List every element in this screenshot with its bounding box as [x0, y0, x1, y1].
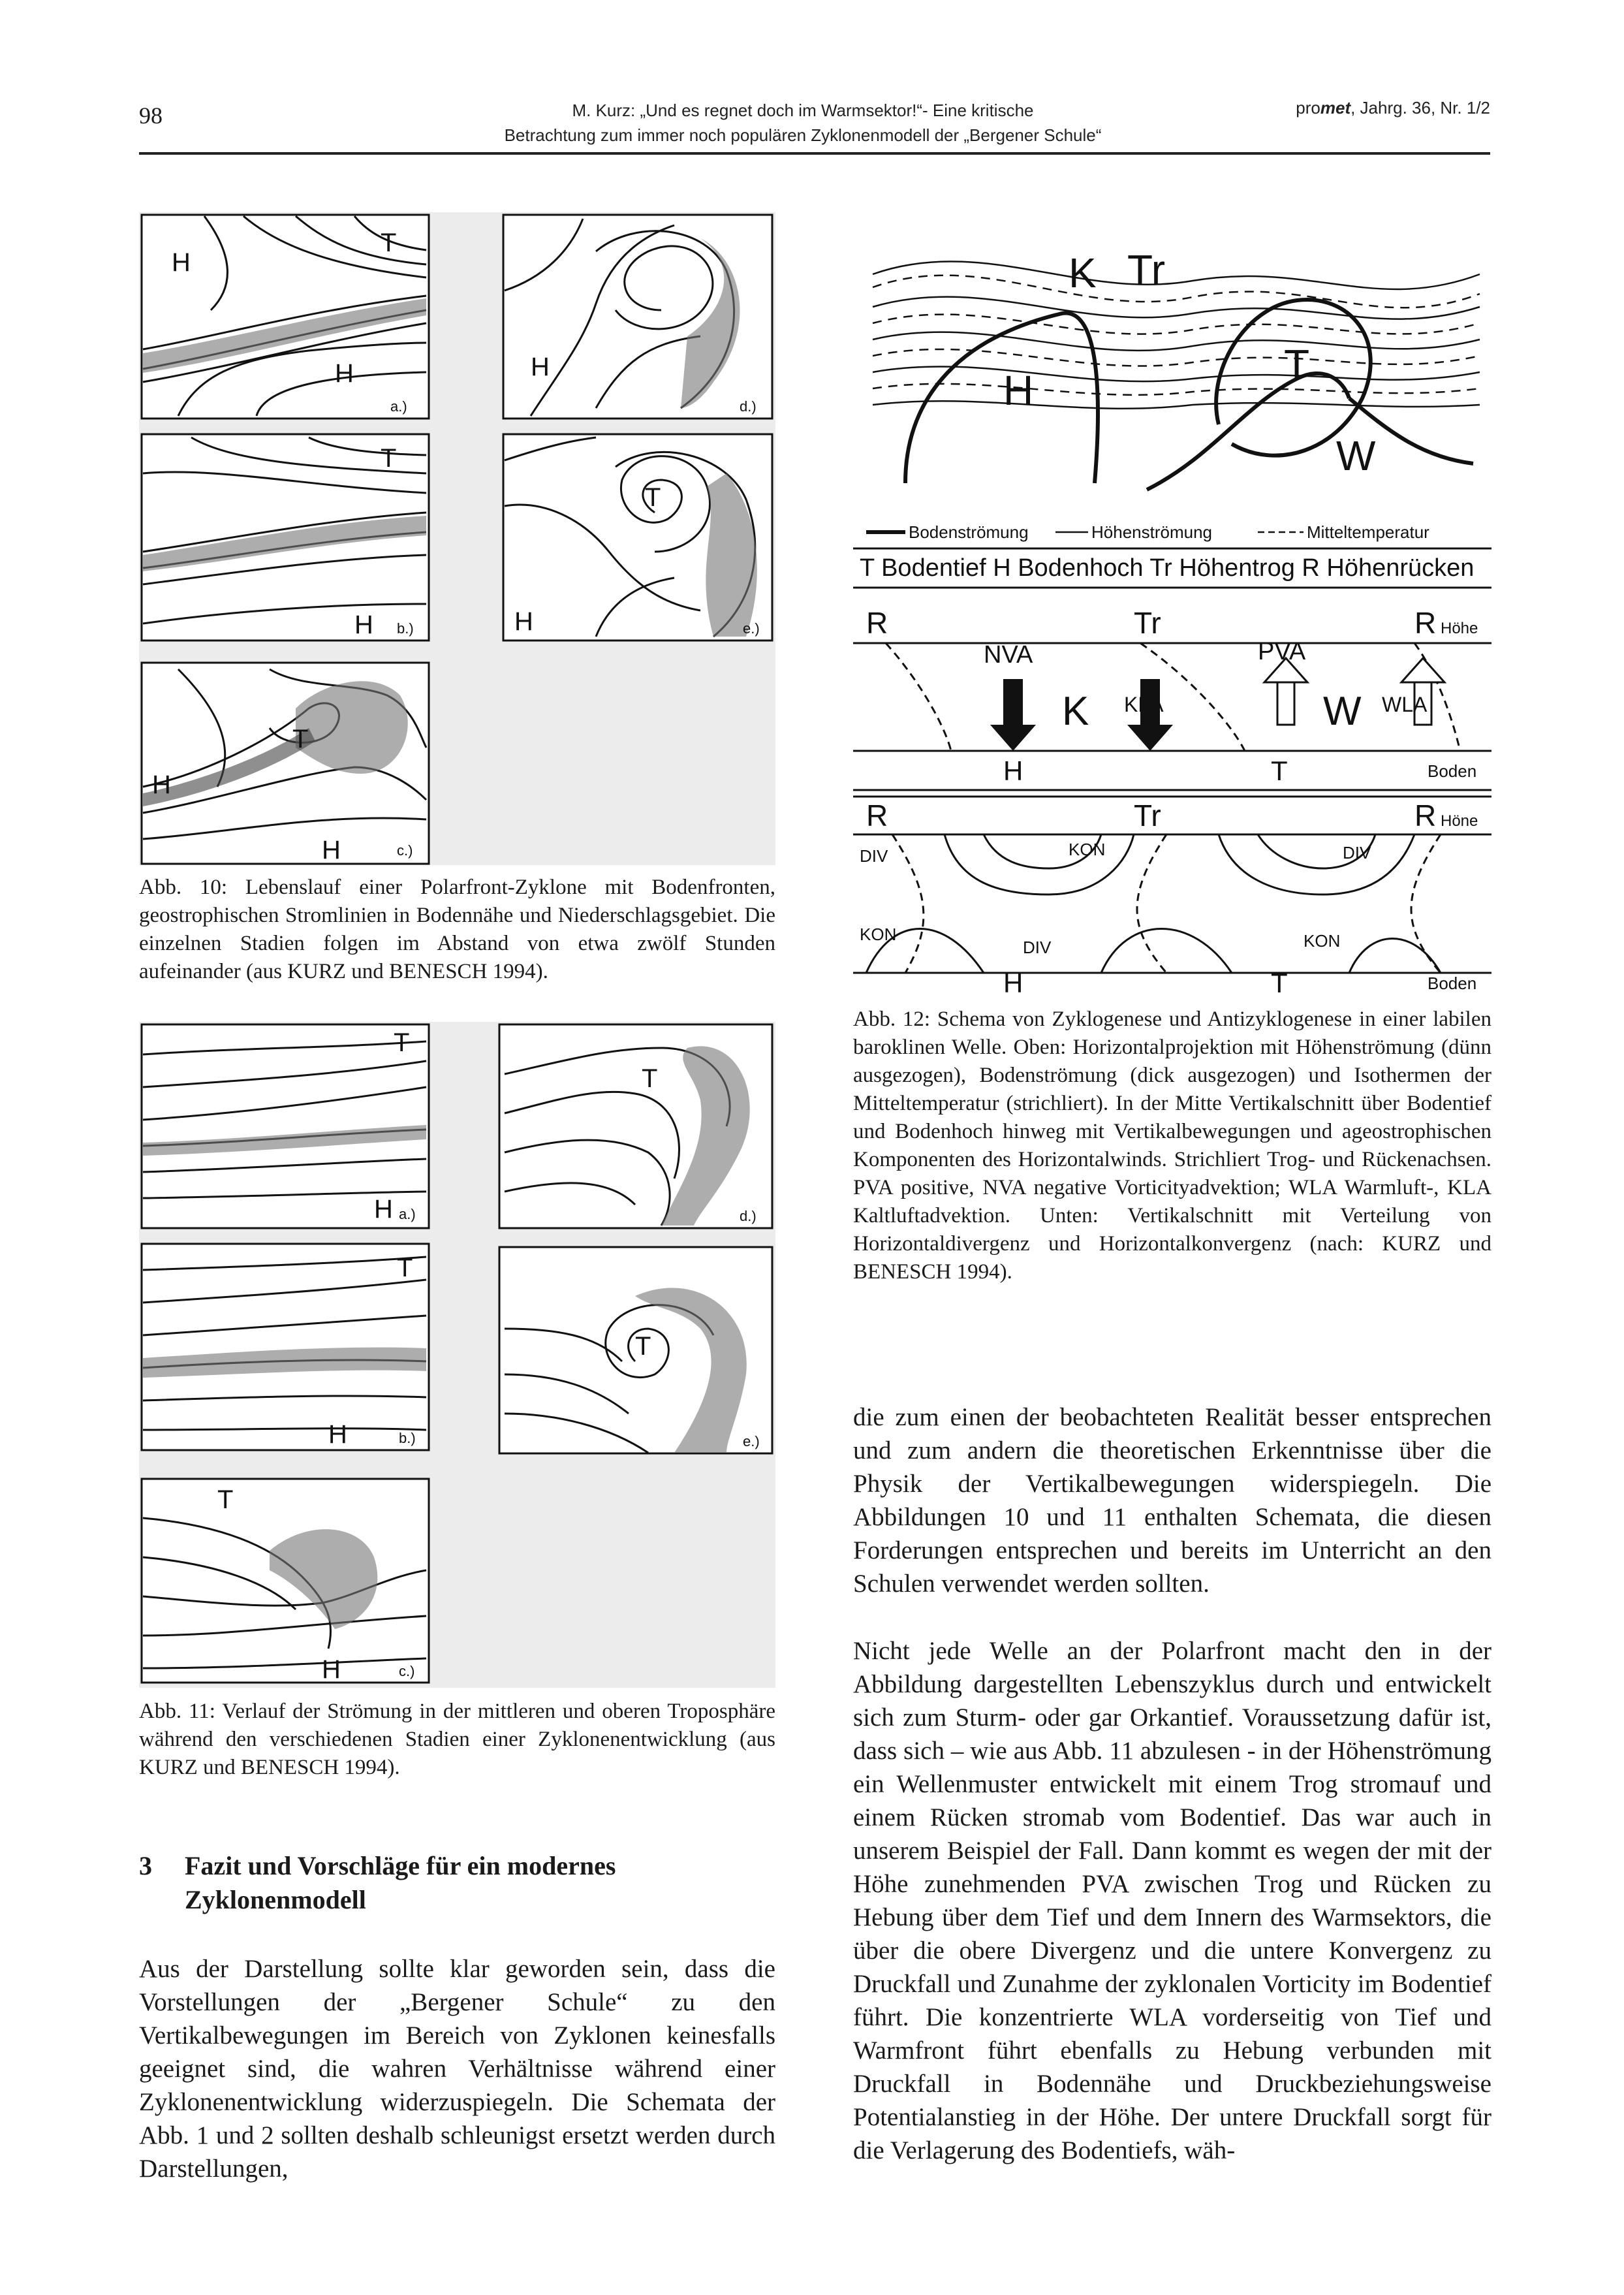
- svg-text:H: H: [335, 359, 354, 388]
- header-rule: [139, 152, 1490, 155]
- svg-text:R: R: [1414, 799, 1437, 832]
- figure-11-drawing: [139, 1022, 775, 1688]
- svg-text:c.): c.): [399, 1663, 415, 1679]
- svg-text:T: T: [645, 483, 661, 512]
- figure-11-caption: Abb. 11: Verlauf der Strömung in der mittleren und oberen Troposphäre während den verschiedenen Stadien einer Zyklonenentwicklung (aus KURZ und BENESCH 1994).: [139, 1700, 775, 1779]
- svg-text:H: H: [1003, 755, 1023, 786]
- section-number: 3: [139, 1851, 152, 1880]
- running-header-line-1: M. Kurz: „Und es regnet doch im Warmsektor!“- Eine kritische: [572, 101, 1034, 120]
- svg-text:Höhe: Höhe: [1441, 620, 1478, 637]
- svg-text:d.): d.): [740, 398, 757, 415]
- svg-text:KLA: KLA: [1124, 693, 1164, 716]
- figure-12: [853, 209, 1491, 992]
- figure-10: [139, 212, 775, 865]
- svg-text:H: H: [514, 607, 533, 636]
- svg-text:c.): c.): [397, 842, 413, 859]
- svg-text:K: K: [1069, 249, 1097, 296]
- svg-text:H: H: [374, 1195, 393, 1224]
- journal-name-prefix: pro: [1296, 98, 1320, 118]
- journal-issue: , Jahrg. 36, Nr. 1/2: [1351, 98, 1490, 118]
- svg-text:H: H: [531, 353, 550, 381]
- svg-text:T: T: [292, 725, 309, 753]
- svg-text:R: R: [1414, 606, 1437, 640]
- svg-text:H: H: [172, 248, 191, 277]
- svg-text:H: H: [322, 1655, 341, 1684]
- svg-text:T: T: [1271, 968, 1288, 992]
- journal-reference: [1296, 98, 1490, 118]
- svg-text:T Bodentief H Bodenhoch Tr H: T Bodentief H Bodenhoch Tr Höhentrog R Höhenrücken: [860, 554, 1475, 582]
- svg-text:T: T: [381, 444, 397, 473]
- svg-text:K: K: [1062, 689, 1089, 734]
- svg-text:H: H: [354, 610, 373, 639]
- svg-text:KON: KON: [1069, 840, 1106, 859]
- svg-text:Mitteltemperatur: Mitteltemperatur: [1307, 522, 1429, 542]
- figure-10-caption: Abb. 10: Lebenslauf einer Polarfront-Zyklone mit Bodenfronten, geostrophischen Stromlinien in Bodennähe und Niederschlagsgebiet. Die einzelnen Stadien folgen im Abstand von etwa zwölf Stunden aufeinander (aus KURZ und BENESCH 1994).: [139, 876, 775, 983]
- svg-text:Höhenströmung: Höhenströmung: [1091, 522, 1212, 542]
- svg-text:Tr: Tr: [1127, 246, 1166, 293]
- svg-text:H: H: [1003, 968, 1023, 992]
- svg-text:T: T: [1271, 755, 1288, 786]
- svg-text:a.): a.): [390, 398, 407, 415]
- svg-text:PVA: PVA: [1258, 638, 1306, 665]
- right-body-paragraph-1: die zum einen der beobachteten Realität besser entsprechen und zum andern die theoretischen Erkenntnisse über die Physik der Vertikalbewegungen widerspiegeln. Die Abbildungen 10 und 11 enthalten Schemata, die diesen Forderungen entsprechen und bereits im Unterricht an den Schulen verwendet werden sollten.: [853, 1403, 1491, 1598]
- svg-text:DIV: DIV: [1023, 938, 1052, 957]
- svg-text:e.): e.): [743, 620, 760, 637]
- right-body-paragraph-2: Nicht jede Welle an der Polarfront macht den in der Abbildung dargestellten Lebenszyklus durch und entwickelt sich zum Sturm- oder gar Orkantief. Voraussetzung dafür ist, dass sich – wie aus Abb. 11 abzulesen - in der Höhenströmung ein Wellenmuster entwickelt mit einem Trog stromauf und einem Rücken stromab vom Bodentief. Das war auch in unserem Beispiel der Fall. Dann kommt es wegen der mit der Höhe zunehmenden PVA zwischen Trog und Rücken zu Hebung über dem Tief und dem Innern des Warmsektors, die über die obere Divergenz und die untere Konvergenz zu Druckfall und Zunahme der zyklonalen Vorticity im Bodentief führt. Die konzentrierte WLA vorderseitig von Tief und Warmfront führt ebenfalls zu Hebung verbunden mit Druckfall in Bodennähe und Druckbeziehungsweise Potentialanstieg in der Höhe. Der untere Druckfall sorgt für die Verlagerung des Bodentiefs, wäh-: [853, 1637, 1491, 2164]
- svg-text:a.): a.): [399, 1206, 416, 1222]
- svg-text:R: R: [866, 606, 888, 640]
- figure-12-drawing: [853, 209, 1491, 992]
- svg-text:b.): b.): [397, 620, 414, 637]
- svg-text:T: T: [642, 1064, 658, 1093]
- svg-text:Höne: Höne: [1441, 812, 1478, 830]
- figure-11: [139, 1022, 775, 1688]
- svg-text:Tr: Tr: [1134, 606, 1161, 640]
- running-header-line-2: Betrachtung zum immer noch populären Zyklonenmodell der „Bergener Schule“: [504, 125, 1102, 145]
- svg-text:R: R: [866, 799, 888, 832]
- svg-text:W: W: [1336, 432, 1376, 479]
- svg-text:NVA: NVA: [984, 641, 1033, 669]
- svg-text:H: H: [152, 770, 171, 799]
- svg-text:Boden: Boden: [1428, 973, 1477, 992]
- svg-text:T: T: [397, 1254, 413, 1282]
- svg-text:T: T: [1284, 341, 1310, 388]
- section-title: Fazit und Vorschläge für ein modernes Zyklonenmodell: [185, 1851, 616, 1914]
- svg-text:Bodenströmung: Bodenströmung: [909, 522, 1029, 542]
- svg-text:T: T: [381, 229, 397, 257]
- svg-text:b.): b.): [399, 1430, 416, 1446]
- svg-text:T: T: [635, 1332, 651, 1361]
- svg-text:d.): d.): [740, 1208, 757, 1224]
- svg-text:H: H: [1003, 367, 1034, 414]
- svg-text:DIV: DIV: [860, 846, 888, 866]
- svg-text:DIV: DIV: [1343, 843, 1371, 863]
- svg-text:H: H: [322, 836, 341, 864]
- svg-text:H: H: [328, 1420, 347, 1449]
- figure-12-caption: Abb. 12: Schema von Zyklogenese und Antizyklogenese in einer labilen baroklinen Welle. Oben: Horizontalprojektion mit Höhenströmung (dünn ausgezogen), Bodenströmung (dick ausgezogen) und Isothermen der Mitteltemperatur (strichliert). In der Mitte Vertikalschnitt über Bodentief und Bodenhoch hinweg mit Vertikalbewegungen und ageostrophischen Komponenten des Horizontalwinds. Strichliert Trog- und Rückenachsen. PVA positive, NVA negative Vorticityadvektion; WLA Warmluft-, KLA Kaltluftadvektion. Unten: Vertikalschnitt mit Verteilung von Horizontaldivergenz und Horizontalkonvergenz (nach: KURZ und BENESCH 1994).: [853, 1007, 1491, 1284]
- svg-text:KON: KON: [860, 925, 897, 944]
- svg-text:T: T: [217, 1485, 234, 1514]
- svg-text:e.): e.): [743, 1433, 760, 1449]
- page-number: 98: [139, 103, 163, 129]
- svg-text:WLA: WLA: [1382, 693, 1428, 716]
- svg-text:Boden: Boden: [1428, 761, 1477, 781]
- svg-text:KON: KON: [1304, 931, 1341, 951]
- journal-name-emphasis: met: [1320, 98, 1351, 118]
- svg-text:T: T: [394, 1028, 410, 1057]
- running-header: [457, 98, 1149, 148]
- left-body-paragraph: Aus der Darstellung sollte klar geworden sein, dass die Vorstellungen der „Bergener Schule“ zu den Vertikalbewegungen im Bereich von Zyklonen keinesfalls geeignet sind, die wahren Verhältnisse während einer Zyklonenentwicklung widerzuspiegeln. Die Schemata der Abb. 1 und 2 sollten deshalb schleunigst ersetzt werden durch Darstellungen,: [139, 1955, 775, 2183]
- svg-text:Tr: Tr: [1134, 799, 1161, 832]
- figure-10-drawing: [139, 212, 775, 865]
- svg-text:W: W: [1323, 689, 1362, 734]
